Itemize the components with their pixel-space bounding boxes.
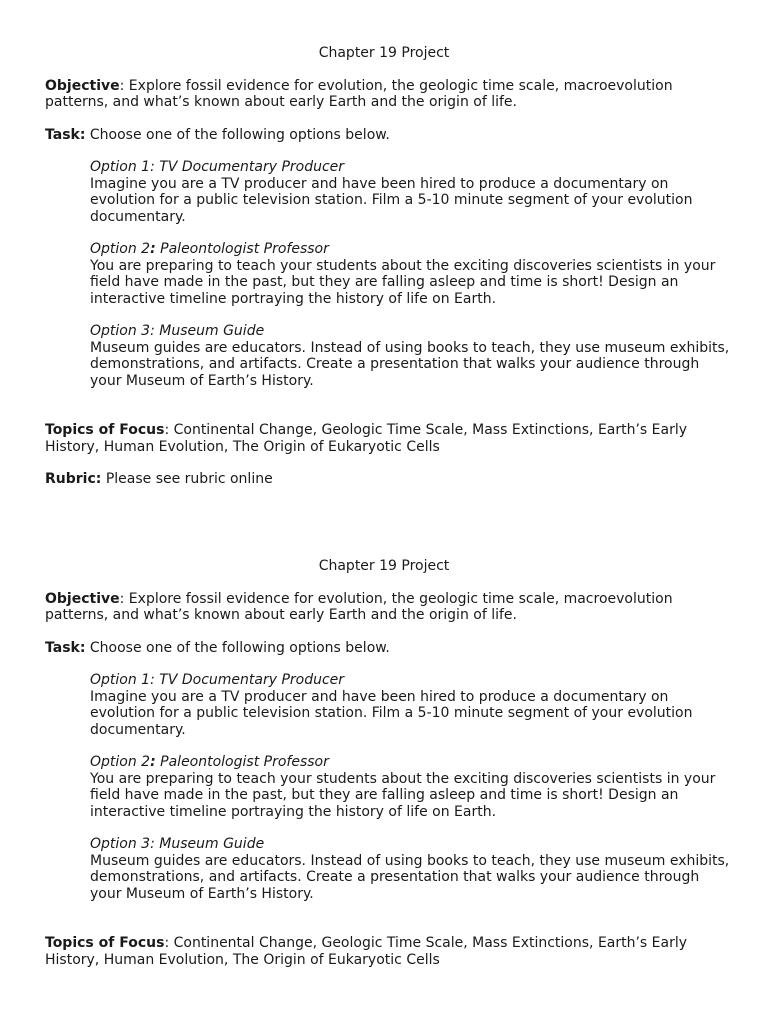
option-2-title: Option 2: Paleontologist Professor xyxy=(90,754,329,770)
option-1-body: Imagine you are a TV producer and have been hired to produce a documentary on evolution for a public television station. Film a 5-10 minute segment of your evolution documentary. xyxy=(90,175,693,225)
rubric-paragraph xyxy=(45,471,725,488)
option-3 xyxy=(90,323,730,389)
option-3-title: Option 3: Museum Guide xyxy=(90,836,265,852)
option-3 xyxy=(90,836,730,902)
objective-text: : Explore fossil evidence for evolution, the geologic time scale, macroevolution patterns, and what’s known about early Earth and the origin of life. xyxy=(45,77,673,110)
task-label: Task: xyxy=(45,639,86,656)
task-label: Task: xyxy=(45,126,86,143)
page-title: Chapter 19 Project xyxy=(318,558,450,574)
option-2 xyxy=(90,754,730,820)
option-2-body: You are preparing to teach your students about the exciting discoveries scientists in your field have made in the past, but they are falling asleep and time is short! Design an interactive timeline portraying the history of life on Earth. xyxy=(90,770,716,820)
objective-label: Objective xyxy=(45,77,120,94)
topics-label: Topics of Focus xyxy=(45,935,165,951)
option-1-title: Option 1: TV Documentary Producer xyxy=(90,159,345,175)
task-paragraph xyxy=(45,127,725,144)
option-3-title: Option 3: Museum Guide xyxy=(90,323,265,339)
option-3-body: Museum guides are educators. Instead of using books to teach, they use museum exhibits, demonstrations, and artifacts. Create a presentation that walks your audience through your Museum of Earth’s History. xyxy=(90,852,730,902)
task-text: Choose one of the following options below. xyxy=(85,126,390,143)
option-1 xyxy=(90,672,730,738)
option-1 xyxy=(90,159,730,225)
topics-text: : Continental Change, Geologic Time Scale, Mass Extinctions, Earth’s Early History, Human Evolution, The Origin of Eukaryotic Cells xyxy=(45,422,688,455)
rubric-text: Please see rubric online xyxy=(101,471,273,487)
option-3-body: Museum guides are educators. Instead of using books to teach, they use museum exhibits, demonstrations, and artifacts. Create a presentation that walks your audience through your Museum of Earth’s History. xyxy=(90,339,730,389)
rubric-label: Rubric: xyxy=(45,471,102,487)
task-paragraph xyxy=(45,640,725,657)
option-1-body: Imagine you are a TV producer and have been hired to produce a documentary on evolution for a public television station. Film a 5-10 minute segment of your evolution documentary. xyxy=(90,688,693,738)
topics-label: Topics of Focus xyxy=(45,422,165,438)
option-2-body: You are preparing to teach your students about the exciting discoveries scientists in your field have made in the past, but they are falling asleep and time is short! Design an interactive timeline portraying the history of life on Earth. xyxy=(90,257,716,307)
project-sheet-copy-1 xyxy=(0,45,768,504)
page-title: Chapter 19 Project xyxy=(318,45,450,61)
option-2 xyxy=(90,241,730,307)
topics-text: : Continental Change, Geologic Time Scale, Mass Extinctions, Earth’s Early History, Human Evolution, The Origin of Eukaryotic Cells xyxy=(45,935,688,968)
topics-paragraph xyxy=(45,935,725,968)
objective-text: : Explore fossil evidence for evolution, the geologic time scale, macroevolution patterns, and what’s known about early Earth and the origin of life. xyxy=(45,590,673,623)
objective-paragraph xyxy=(45,78,725,111)
topics-paragraph xyxy=(45,422,725,455)
objective-paragraph xyxy=(45,591,725,624)
option-2-title: Option 2: Paleontologist Professor xyxy=(90,241,329,257)
project-sheet-copy-2 xyxy=(0,558,768,984)
task-text: Choose one of the following options below. xyxy=(85,639,390,656)
option-1-title: Option 1: TV Documentary Producer xyxy=(90,672,345,688)
objective-label: Objective xyxy=(45,590,120,607)
